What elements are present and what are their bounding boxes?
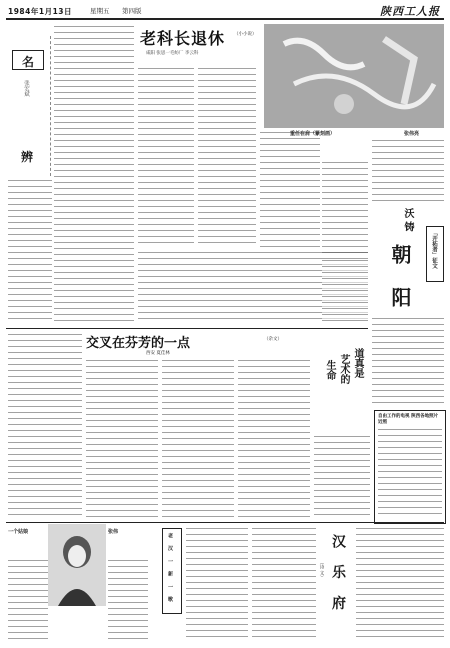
vertical-small-heading: 老 汉 一 新 一 歌 [167, 533, 173, 605]
vertical-small-heading-box [162, 528, 182, 614]
art-title-line1: 道真是 [352, 348, 363, 378]
photo-left-caption-block [8, 526, 48, 540]
header-rule [6, 18, 444, 20]
bottom-mid-text [108, 560, 148, 640]
bottom-left-text [8, 560, 48, 640]
story-body-col1 [138, 68, 194, 248]
photo-caption-left: 一个姑娘 [8, 529, 29, 535]
poem-body [356, 528, 444, 640]
chaoyang-body [372, 318, 444, 406]
vertical-side-box [426, 226, 444, 282]
column-author: 张宏斌 [23, 80, 29, 97]
photo-caption-right: 张伟 [108, 529, 119, 535]
story-body-col4 [322, 162, 368, 254]
story-title: 老科长退休 [140, 29, 226, 48]
calligraphy-caption: 重任在肩（篆刻画） [290, 131, 336, 137]
header-page: 第四版 [122, 7, 142, 15]
article-ming-body [54, 26, 134, 324]
calligraphy-art [264, 24, 444, 128]
vertical-feature [372, 206, 444, 316]
poem-title: 汉 乐 府 [330, 534, 346, 616]
masthead: 陕西工人报 [380, 5, 440, 18]
essay-title-block [86, 330, 306, 358]
calligraphy-caption-row [264, 130, 444, 140]
column-top-text: 名 [21, 55, 34, 69]
header-weekday: 星期五 [90, 7, 110, 15]
notice-body-lines [378, 429, 442, 519]
story-title-tag: （小小说） [234, 32, 257, 37]
column-label-bottom [12, 146, 42, 164]
story-body-col2 [198, 68, 256, 248]
vertical-side-label: 「开拓者」征文 [431, 230, 437, 269]
vertical-big-title: 朝 阳 [388, 244, 412, 315]
essay-top-rule [6, 328, 368, 329]
essay-left-col [8, 334, 82, 520]
art-title-line3: 生命 [324, 360, 335, 380]
calligraphy-image [264, 24, 444, 128]
notice-box [374, 410, 446, 524]
story-body-col3 [260, 132, 320, 252]
essay-title: 交叉在芬芳的一点 [86, 336, 191, 351]
art-title-block [314, 344, 370, 434]
right-top-text [372, 140, 444, 204]
poem-title-block [318, 530, 354, 630]
art-title-line2: 艺术的 [338, 354, 349, 384]
mid-right-text [322, 260, 368, 324]
notice-title: 自由工作的电视 陕西各地照片近照 [378, 414, 439, 425]
vertical-small-title: 沃 铸 [402, 208, 413, 232]
story-author: 咸阳 张思一毛纺厂 李云科 [146, 51, 199, 56]
essay-col3 [162, 360, 234, 520]
bottom-col-b [252, 528, 316, 640]
essay-col2 [86, 360, 158, 520]
column-bottom-text: 辨 [20, 150, 33, 164]
column-label-top [12, 50, 44, 70]
story-title-block [138, 22, 260, 62]
photo-art [48, 524, 106, 606]
calligraphy-author: 张伟亮 [404, 131, 420, 137]
essay-author: 西安 夏佳林 [146, 351, 170, 356]
photo-right-caption-block [108, 526, 128, 540]
essay-col4 [238, 360, 310, 520]
column-box-ming [8, 36, 51, 176]
bottom-col-a [186, 528, 248, 640]
art-body [314, 436, 370, 520]
header-bar [6, 4, 444, 18]
header-date: 1984年1月13日 [8, 7, 73, 16]
photo-image [48, 524, 106, 606]
essay-tag: （杂文） [264, 337, 282, 342]
article-ming-body-lower [8, 180, 52, 324]
bottom-rule [6, 522, 444, 523]
poem-subtitle: （诗 文） [319, 560, 324, 580]
